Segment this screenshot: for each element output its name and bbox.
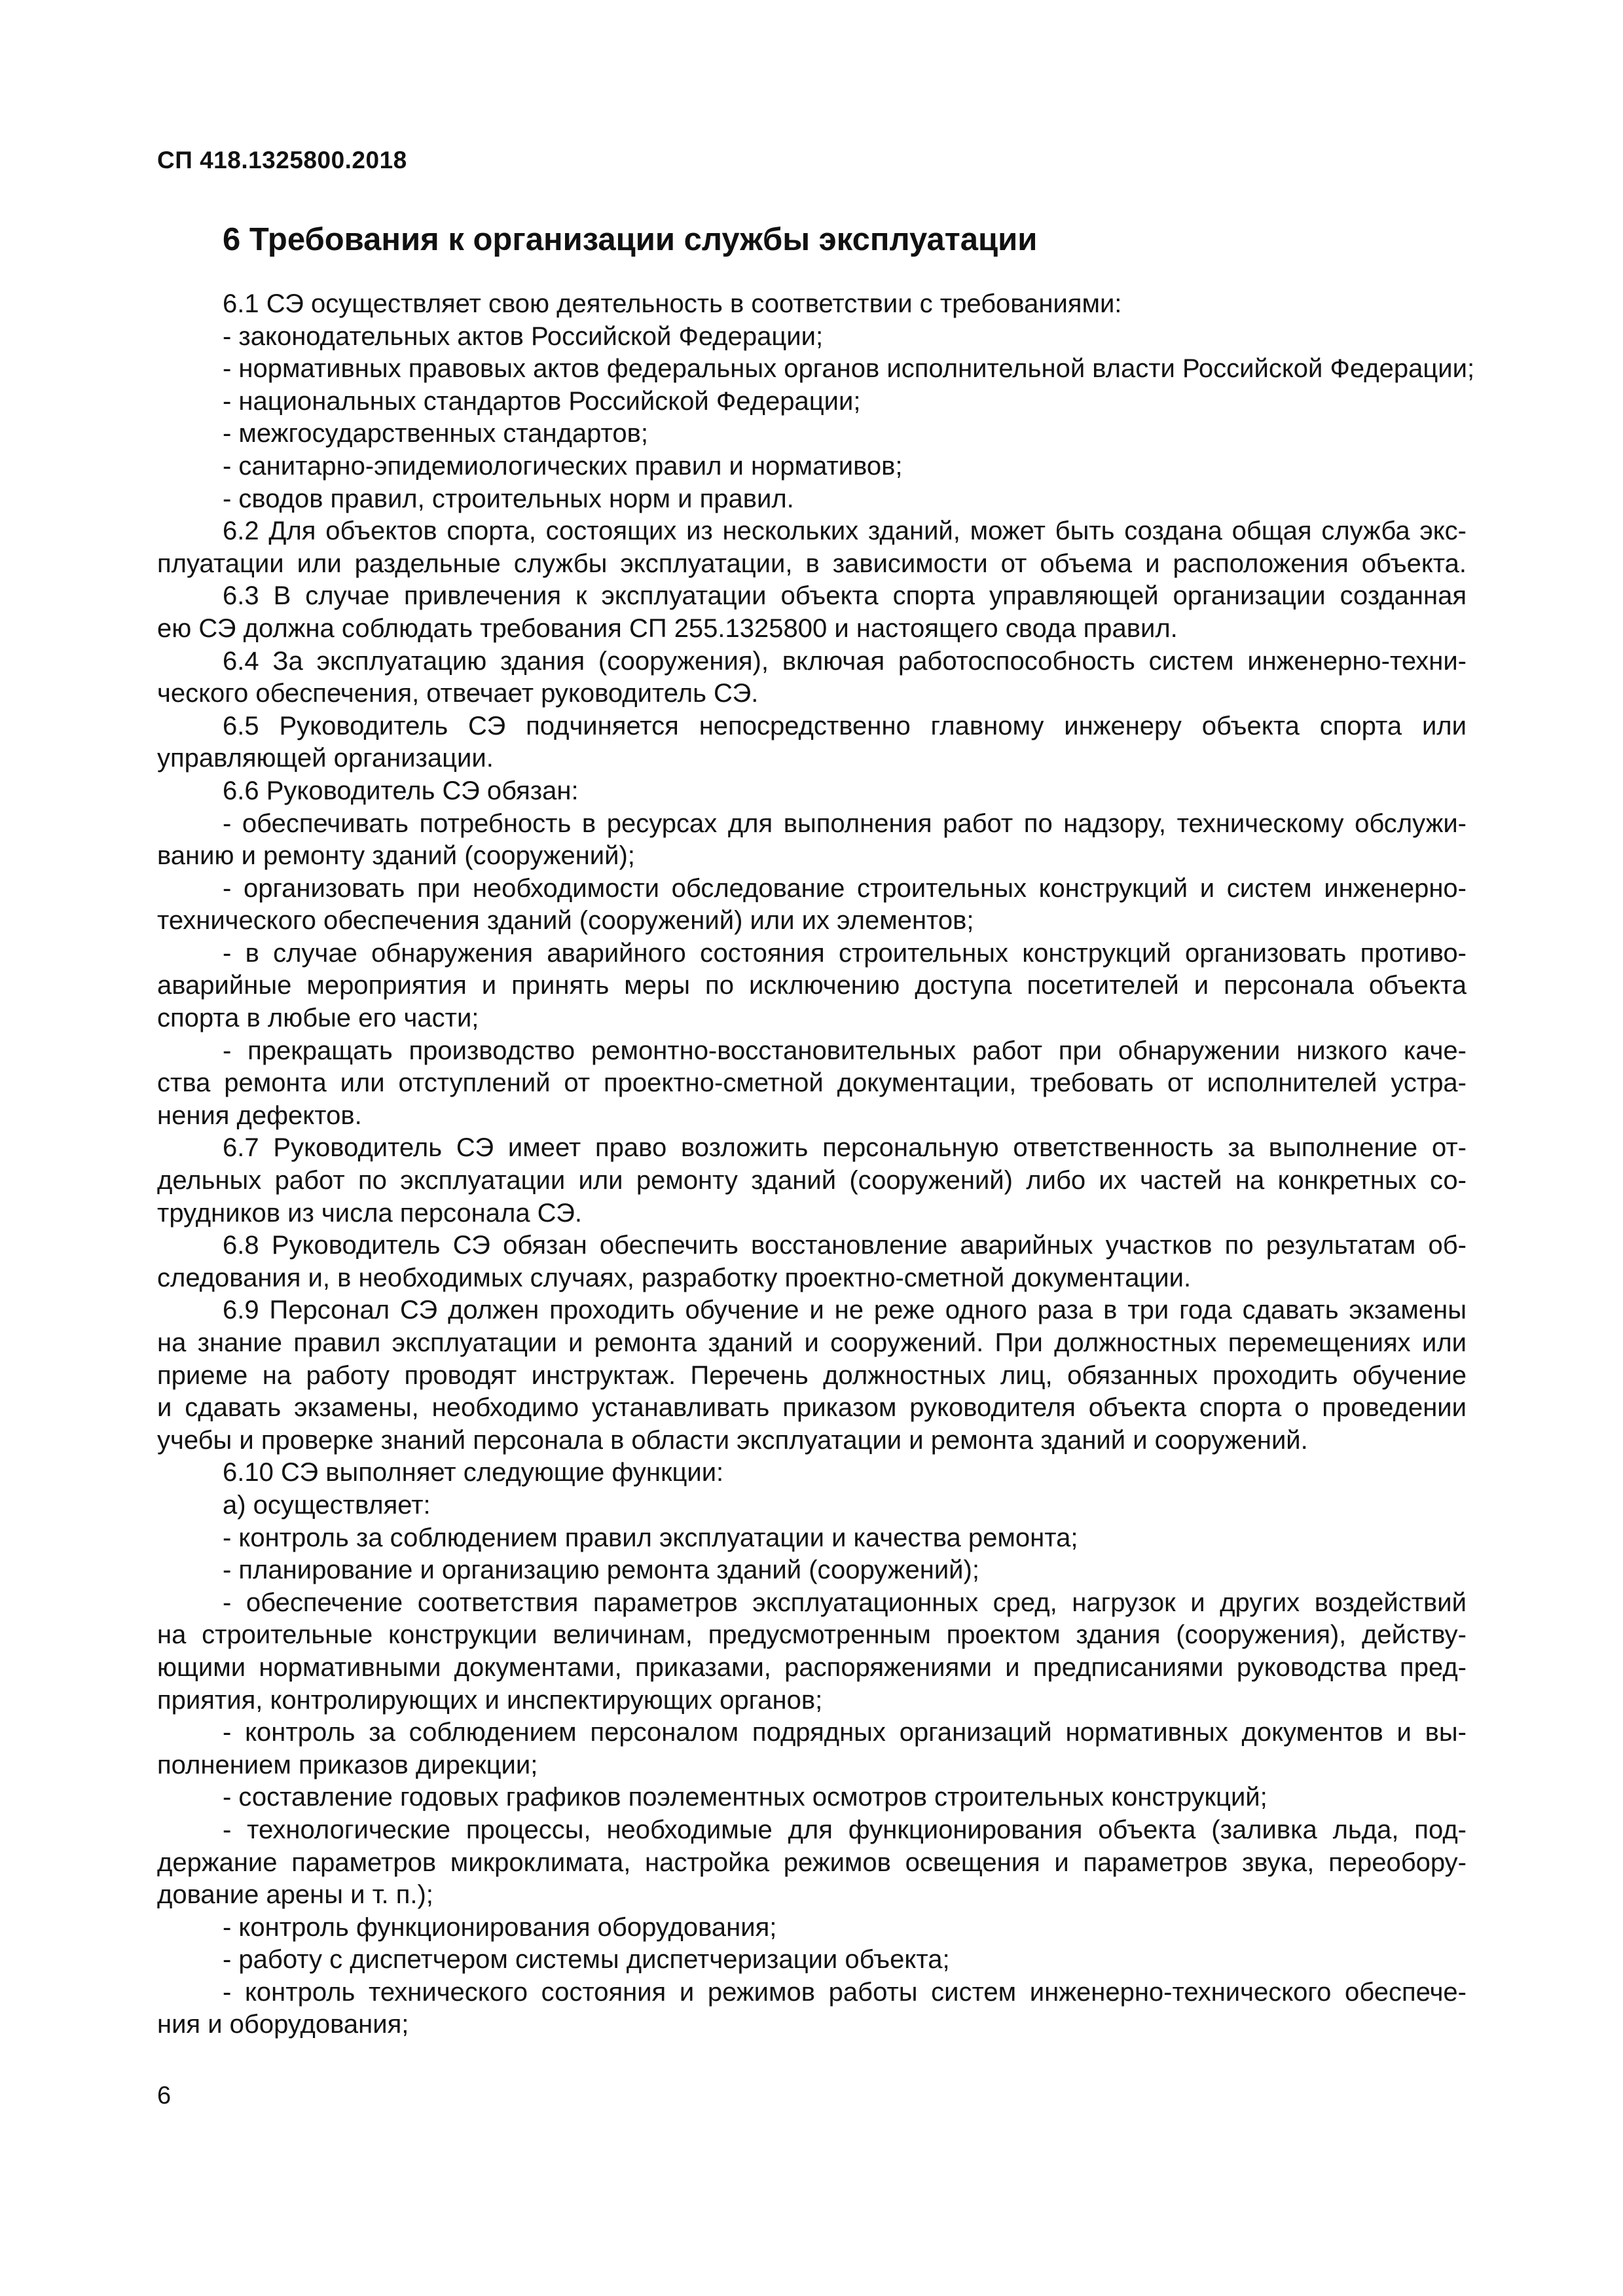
text-line: технического обеспечения зданий (сооружений) или их элементов; (157, 906, 974, 936)
text-line: - работу с диспетчером системы диспетчеризации объекта; (223, 1945, 950, 1975)
text-line: - контроль технического состояния и режимов работы систем инженерно-технического обеспече- (223, 1977, 1467, 2007)
text-line: - сводов правил, строительных норм и правил. (223, 484, 794, 513)
text-line: 6.9 Персонал СЭ должен проходить обучение и не реже одного раза в три года сдавать экзамены (223, 1296, 1467, 1325)
section-title: 6 Требования к организации службы эксплуатации (223, 222, 1038, 257)
text-line: - обеспечивать потребность в ресурсах для выполнения работ по надзору, техническому обслужи- (223, 809, 1467, 838)
text-line: 6.5 Руководитель СЭ подчиняется непосредственно главному инженеру объекта спорта или (223, 711, 1467, 740)
text-line: а) осуществляет: (223, 1490, 431, 1520)
text-line: - санитарно-эпидемиологических правил и нормативов; (223, 451, 903, 481)
text-line: ческого обеспечения, отвечает руководитель СЭ. (157, 679, 759, 708)
text-line: - обеспечение соответствия параметров эксплуатационных сред, нагрузок и других воздействий (223, 1588, 1467, 1617)
text-line: ния и оборудования; (157, 2010, 409, 2039)
text-line: аварийные мероприятия и принять меры по исключению доступа посетителей и персонала объекта (157, 971, 1467, 1000)
text-line: ства ремонта или отступлений от проектно-сметной документации, требовать от исполнителей устра- (157, 1068, 1467, 1098)
document-code: СП 418.1325800.2018 (157, 147, 407, 173)
text-line: - контроль функционирования оборудования; (223, 1912, 777, 1942)
text-line: - контроль за соблюдением персоналом подрядных организаций нормативных документов и вы- (223, 1718, 1467, 1747)
text-line: управляющей организации. (157, 744, 494, 773)
text-line: - организовать при необходимости обследование строительных конструкций и систем инженерно- (223, 873, 1467, 903)
text-line: трудников из числа персонала СЭ. (157, 1198, 582, 1228)
text-line: 6.2 Для объектов спорта, состоящих из нескольких зданий, может быть создана общая служба экс- (223, 517, 1467, 546)
text-line: нения дефектов. (157, 1101, 362, 1130)
text-line: приеме на работу проводят инструктаж. Перечень должностных лиц, обязанных проходить обучение (157, 1360, 1467, 1390)
text-line: - национальных стандартов Российской Федерации; (223, 386, 861, 416)
text-line: - нормативных правовых актов федеральных органов исполнительной власти Российской Федерации; (223, 354, 1475, 384)
text-line: на строительные конструкции величинам, предусмотренным проектом здания (сооружения), действу- (157, 1620, 1467, 1650)
text-line: - в случае обнаружения аварийного состояния строительных конструкций организовать противо- (223, 938, 1467, 968)
text-line: спорта в любые его части; (157, 1004, 479, 1033)
text-line: на знание правил эксплуатации и ремонта зданий и сооружений. При должностных перемещениях или (157, 1328, 1467, 1357)
text-line: плуатации или раздельные службы эксплуатации, в зависимости от объема и расположения объекта. (157, 549, 1467, 578)
text-line: - прекращать производство ремонтно-восстановительных работ при обнаружении низкого каче- (223, 1036, 1467, 1065)
text-line: приятия, контролирующих и инспектирующих органов; (157, 1685, 823, 1715)
section-body (157, 288, 1475, 2041)
text-line: ванию и ремонту зданий (сооружений); (157, 841, 635, 871)
text-line: 6.4 За эксплуатацию здания (сооружения), включая работоспособность систем инженерно-техни- (223, 646, 1467, 676)
text-line: держание параметров микроклимата, настройка режимов освещения и параметров звука, переобору- (157, 1848, 1467, 1877)
text-line: 6.8 Руководитель СЭ обязан обеспечить восстановление аварийных участков по результатам об- (223, 1231, 1467, 1260)
text-line: - планирование и организацию ремонта зданий (сооружений); (223, 1556, 979, 1585)
text-line: 6.3 В случае привлечения к эксплуатации объекта спорта управляющей организации созданная (223, 581, 1467, 611)
text-line: учебы и проверке знаний персонала в области эксплуатации и ремонта зданий и сооружений. (157, 1425, 1308, 1455)
text-line: полнением приказов дирекции; (157, 1750, 538, 1779)
text-line: 6.10 СЭ выполняет следующие функции: (223, 1458, 724, 1487)
text-line: дельных работ по эксплуатации или ремонту зданий (сооружений) либо их частей на конкретных со- (157, 1166, 1467, 1195)
text-line: - законодательных актов Российской Федерации; (223, 321, 824, 351)
text-line: дование арены и т. п.); (157, 1880, 433, 1910)
text-line: 6.1 СЭ осуществляет свою деятельность в соответствии с требованиями: (223, 289, 1122, 318)
text-line: следования и, в необходимых случаях, разработку проектно-сметной документации. (157, 1263, 1192, 1292)
text-line: - контроль за соблюдением правил эксплуатации и качества ремонта; (223, 1523, 1078, 1552)
text-line: - межгосударственных стандартов; (223, 419, 648, 448)
page-number: 6 (157, 2082, 172, 2109)
text-line: 6.7 Руководитель СЭ имеет право возложить персональную ответственность за выполнение от- (223, 1133, 1467, 1163)
text-line: - технологические процессы, необходимые для функционирования объекта (заливка льда, под- (223, 1815, 1467, 1844)
text-line: 6.6 Руководитель СЭ обязан: (223, 776, 579, 805)
text-line: ею СЭ должна соблюдать требования СП 255.1325800 и настоящего свода правил. (157, 613, 1178, 643)
text-line: ющими нормативными документами, приказами, распоряжениями и предписаниями руководства пред- (157, 1652, 1467, 1682)
text-line: - составление годовых графиков поэлементных осмотров строительных конструкций; (223, 1783, 1267, 1812)
text-line: и сдавать экзамены, необходимо устанавливать приказом руководителя объекта спорта о проведении (157, 1393, 1467, 1423)
